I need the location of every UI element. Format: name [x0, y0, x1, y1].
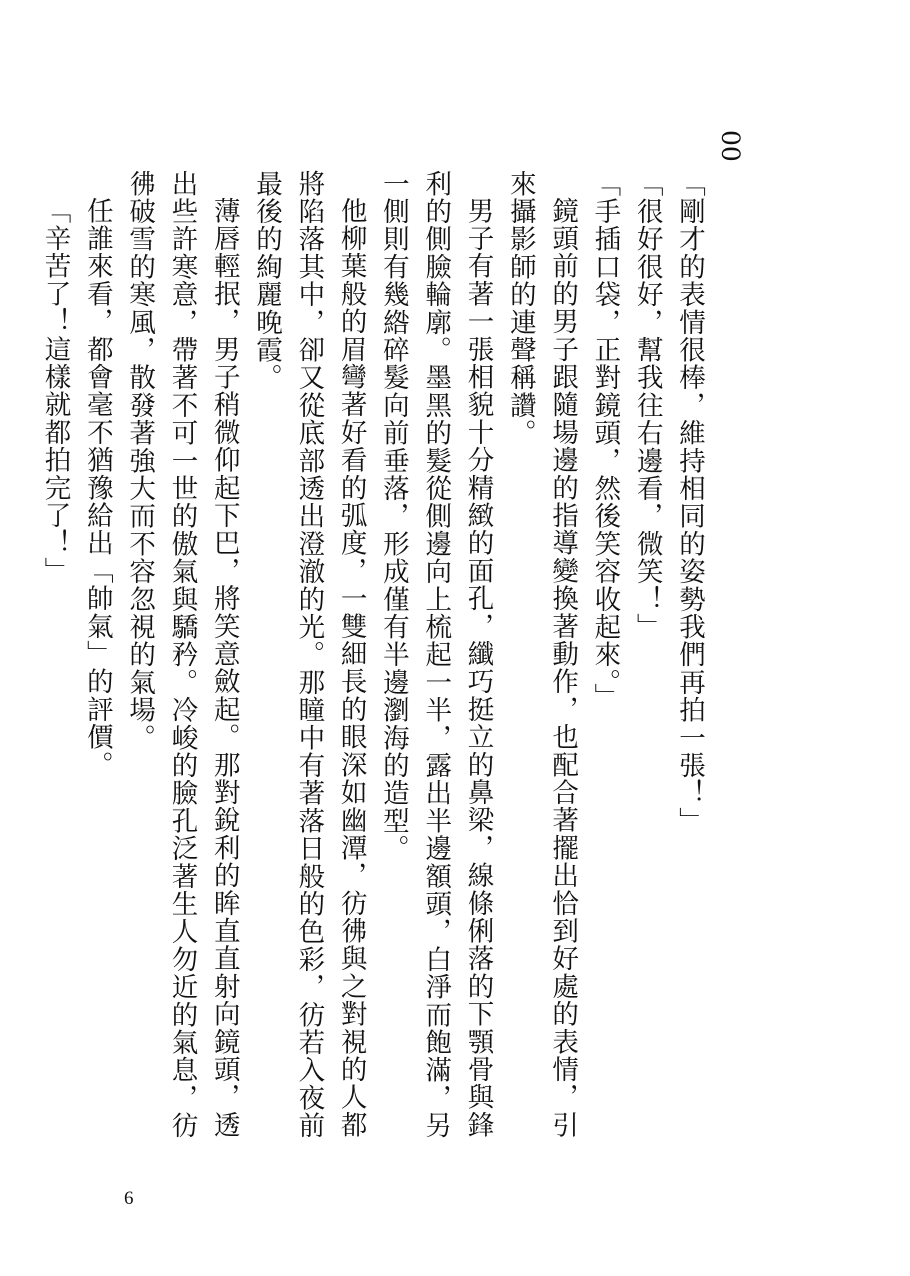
paragraph: 鏡頭前的男子跟隨場邊的指導變換著動作，也配合著擺出恰到好處的表情，引來攝影師的連聲稱讚。 [504, 170, 579, 1139]
paragraph: 男子有著一張相貌十分精緻的面孔，纖巧挺立的鼻梁，線條俐落的下顎骨與鋒利的側臉輪廓。墨黑的髮從側邊向上梳起一半，露出半邊額頭，白淨而飽滿，另一側則有幾綹碎髮向前垂落，形成僅有半邊瀏海的造型。 [377, 170, 494, 1140]
chapter-label: 00 [716, 130, 745, 162]
paragraph: 「辛苦了！這樣就都拍完了！」 [39, 196, 71, 585]
page-number: 6 [124, 1188, 134, 1209]
paragraph: 「剛才的表情很棒，維持相同的姿勢我們再拍一張！」 [674, 170, 705, 835]
body-text [33, 170, 710, 1160]
paragraph: 薄唇輕抿，男子稍微仰起下巴，將笑意斂起。那對銳利的眸直直射向鏡頭，透出些許寒意，帶著不可一世的傲氣與驕矜。冷峻的臉孔泛著生人勿近的氣息，彷彿破雪的寒風，散發著強大而不容忽視的氣場。 [124, 170, 240, 1140]
paragraph: 「手插口袋，正對鏡頭，然後笑容收起來。」 [589, 170, 621, 711]
paragraph: 「很好很好，幫我往右邊看，微笑！」 [631, 170, 663, 641]
paragraph: 任誰來看，都會毫不猶豫給出「帥氣」的評價。 [81, 196, 113, 779]
paragraph: 他柳葉般的眉彎著好看的弧度，一雙細長的眼深如幽潭，彷彿與之對視的人都將陷落其中，卻又從底部透出澄澈的光。那瞳中有著落日般的色彩，彷若入夜前最後的絢麗晚霞。 [251, 170, 367, 1140]
